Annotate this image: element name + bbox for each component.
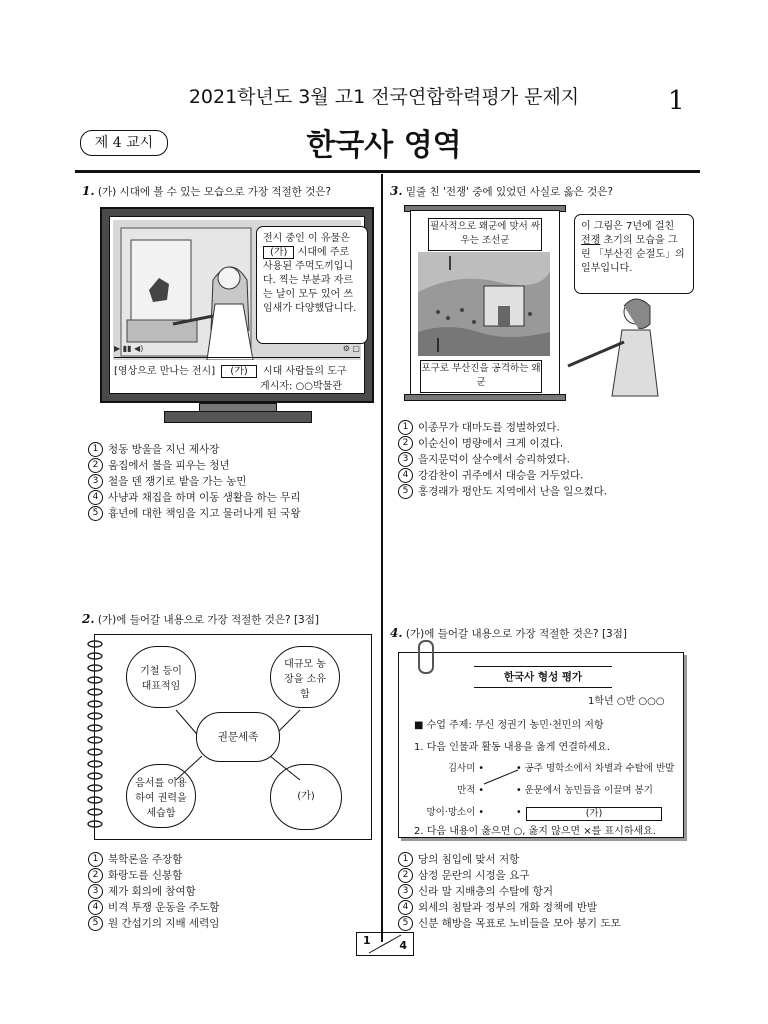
mindmap-center: 권문세족	[196, 712, 280, 762]
q3-speech-2: 초기의 모습을 그린 「부산진 순절도」의 일부입니다.	[581, 235, 685, 274]
q2-choice[interactable]: 3 제가 회의에 참여함	[88, 884, 219, 900]
q4-choices	[398, 852, 621, 932]
q2-choices	[88, 852, 219, 932]
q4-prompt	[390, 626, 627, 641]
q1-caption	[114, 362, 347, 377]
session-badge: 제 4 교시	[80, 130, 168, 156]
q3-choice[interactable]: 3 을지문덕이 살수에서 승리하였다.	[398, 452, 607, 468]
player-progress[interactable]	[114, 357, 360, 358]
q2-text: (가)에 들어갈 내용으로 가장 적절한 것은? [3점]	[97, 614, 319, 626]
q1-choice[interactable]: 4 사냥과 채집을 하며 이동 생활을 하는 무리	[88, 490, 300, 506]
q4-number: 4.	[390, 626, 403, 640]
q4-text: (가)에 들어갈 내용으로 가장 적절한 것은? [3점]	[405, 628, 627, 640]
q1-speech-blank: (가)	[263, 246, 294, 259]
q1-number: 1.	[82, 184, 95, 198]
match-right-blank[interactable]: (가)	[526, 807, 662, 821]
match-right	[516, 758, 675, 824]
q4-choice[interactable]: 5 신분 해방을 목표로 노비들을 모아 봉기 도모	[398, 916, 621, 932]
card-topic: ■ 수업 주제: 무신 정권기 농민·천민의 저항	[414, 720, 604, 731]
mindmap-node: 음서를 이용하여 권력을 세습함	[126, 764, 196, 828]
subject-title: 한국사 영역	[306, 128, 462, 163]
q3-speech-bubble	[574, 214, 694, 294]
q1-speech-2: 시대에 주로 사용된 주먹도끼입니다. 찍는 부분과 자르는 날이 모두 있어 쓰임새가 다양했답니다.	[263, 247, 357, 314]
q1-poster: 게시자: ○○박물관	[260, 381, 342, 392]
match-left-item[interactable]: 김사미 •	[447, 763, 484, 774]
q4-choice[interactable]: 3 신라 말 지배층의 수탈에 항거	[398, 884, 621, 900]
exam-title: 2021학년도 3월 고1 전국연합학력평가 문제지	[188, 86, 580, 108]
q4-choice[interactable]: 4 외세의 침탈과 정부의 개화 정책에 반발	[398, 900, 621, 916]
q1-caption-prefix: [영상으로 만나는 전시]	[114, 366, 216, 377]
play-icon[interactable]: ▶ ▮▮ ◀)	[114, 344, 144, 353]
player-controls[interactable]	[114, 344, 360, 354]
q3-number: 3.	[390, 184, 403, 198]
q3-choices	[398, 420, 607, 500]
q1-caption-suffix: 시대 사람들의 도구	[262, 366, 347, 377]
card-title: 한국사 형성 평가	[474, 666, 612, 688]
monitor-stand	[164, 411, 312, 423]
q3-choice[interactable]: 5 홍경래가 평안도 지역에서 난을 일으켰다.	[398, 484, 607, 500]
scroll-rod-bottom	[404, 394, 566, 401]
q3-prompt	[390, 184, 613, 199]
q1-caption-blank: (가)	[221, 365, 256, 378]
page-number: 1	[668, 86, 685, 116]
page-total: 4	[399, 939, 407, 952]
q4-choice[interactable]: 1 당의 침입에 맞서 저항	[398, 852, 621, 868]
q2-choice[interactable]: 4 비격 투쟁 운동을 주도함	[88, 900, 219, 916]
q1-prompt	[82, 184, 331, 199]
q2-choice[interactable]: 5 원 간섭기의 지배 세력임	[88, 916, 219, 932]
match-left-item[interactable]: 만적 •	[457, 785, 484, 796]
q3-choice[interactable]: 4 강감찬이 귀주에서 대승을 거두었다.	[398, 468, 607, 484]
header-rule	[75, 170, 700, 173]
match-left-item[interactable]: 망이·망소이 •	[426, 807, 484, 818]
q1-choices	[88, 442, 300, 522]
q2-number: 2.	[82, 612, 95, 626]
page-indicator	[356, 932, 414, 956]
q1-choice[interactable]: 3 철을 덴 쟁기로 밭을 가는 농민	[88, 474, 300, 490]
q3-choice[interactable]: 1 이종무가 대마도를 정벌하였다.	[398, 420, 607, 436]
q4-choice[interactable]: 2 삼정 문란의 시정을 요구	[398, 868, 621, 884]
q1-speech-1: 전시 중인 이 유물은	[263, 233, 350, 244]
q1-text: (가) 시대에 볼 수 있는 모습으로 가장 적절한 것은?	[97, 186, 332, 198]
match-right-item[interactable]: • 운문에서 농민들을 이끌며 봉기	[516, 785, 653, 796]
q3-speech-1: 이 그림은 7년에 걸친	[581, 221, 675, 232]
mindmap-node: 기철 등이 대표적임	[126, 646, 196, 708]
page-current: 1	[363, 934, 371, 947]
q3-choice[interactable]: 2 이순신이 명량에서 크게 이겼다.	[398, 436, 607, 452]
q2-choice[interactable]: 1 북학론을 주장함	[88, 852, 219, 868]
q3-text: 밑줄 친 '전쟁' 중에 있었던 사실로 옳은 것은?	[405, 186, 614, 198]
match-right-item[interactable]: • 공주 명학소에서 차별과 수탈에 반발	[516, 763, 675, 774]
q1-choice[interactable]: 1 청동 방울을 지닌 제사장	[88, 442, 300, 458]
card-student: 1학년 ○반 ○○○	[588, 696, 665, 707]
settings-icon[interactable]: ⚙ ▢	[342, 344, 360, 353]
match-right-blank-row: • (가)	[516, 802, 670, 824]
q3-top-label: 필사적으로 왜군에 맞서 싸우는 조선군	[428, 218, 542, 251]
battle-painting	[418, 252, 550, 356]
mindmap-node-blank: (가)	[270, 764, 342, 830]
q1-choice[interactable]: 5 흉년에 대한 책임을 지고 물러나게 된 국왕	[88, 506, 300, 522]
q3-bottom-label: 포구로 부산진을 공격하는 왜군	[420, 360, 542, 393]
paperclip-icon	[418, 640, 434, 674]
q2-choice[interactable]: 2 화랑도를 신봉함	[88, 868, 219, 884]
card-instruction-1: 1. 다음 인물과 활동 내용을 옳게 연결하세요.	[414, 742, 611, 753]
q1-speech-bubble	[256, 226, 368, 344]
spiral-binding	[86, 636, 104, 838]
match-left	[420, 758, 484, 824]
q2-prompt	[82, 612, 319, 627]
q3-speech-war: 전쟁	[581, 235, 601, 246]
mindmap-node: 대규모 농장을 소유함	[270, 646, 340, 708]
column-divider	[381, 174, 383, 942]
card-instruction-2: 2. 다음 내용이 옳으면 ○, 옳지 않으면 ×를 표시하세요.	[414, 826, 656, 837]
q1-choice[interactable]: 2 움집에서 불을 피우는 청년	[88, 458, 300, 474]
teacher-figure	[560, 296, 680, 398]
